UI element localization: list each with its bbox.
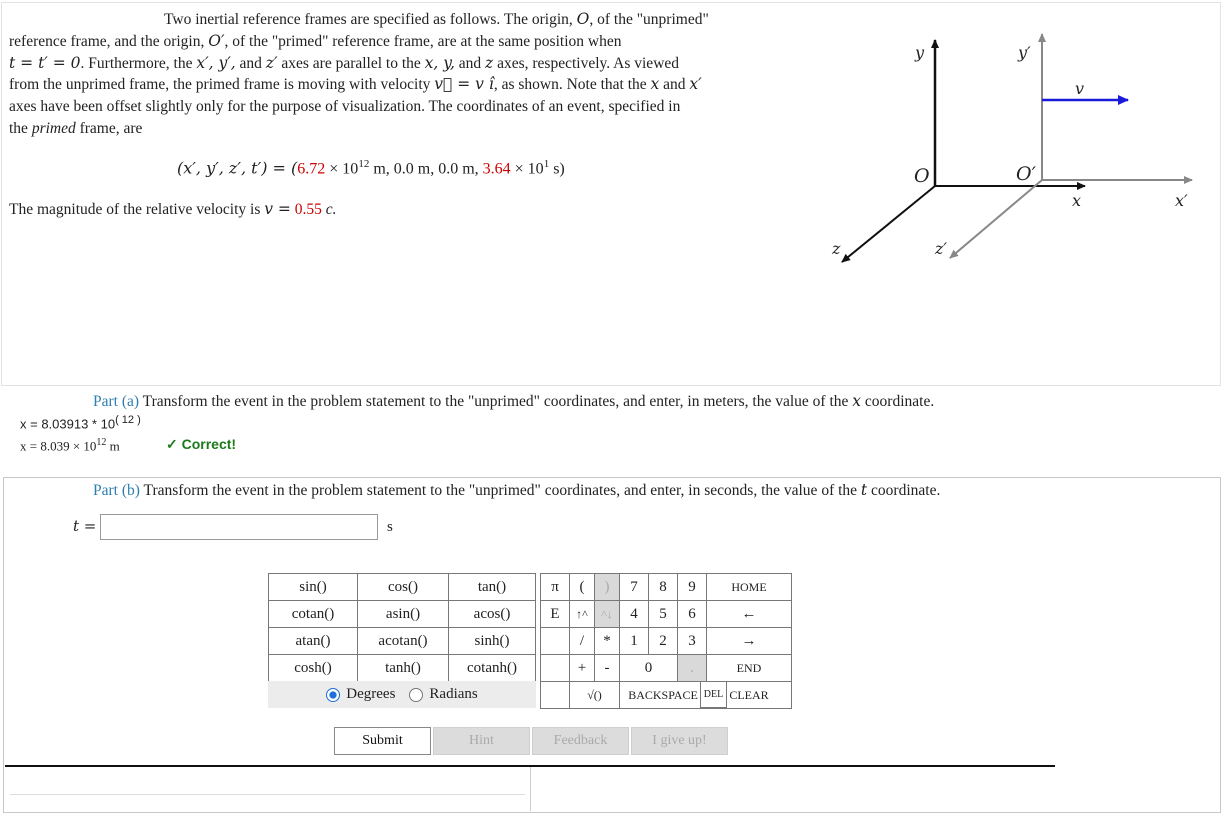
part-a-formatted-answer bbox=[20, 437, 120, 454]
key-4[interactable]: 4 bbox=[620, 601, 649, 628]
key-home[interactable]: HOME bbox=[707, 574, 792, 601]
math-var: x′, y′, bbox=[196, 53, 236, 72]
part-b-label: Part (b) bbox=[93, 482, 140, 499]
math-var: z bbox=[485, 53, 494, 72]
key-sqrt[interactable]: √() bbox=[570, 682, 620, 709]
fmt-answer: x = 8.039 × 10 bbox=[20, 438, 97, 454]
problem-line: and bbox=[663, 76, 686, 94]
label-zprime: z′ bbox=[935, 239, 948, 258]
key-atan[interactable]: atan() bbox=[269, 628, 358, 655]
t-answer-input[interactable] bbox=[100, 514, 378, 540]
t-unit: s bbox=[387, 519, 393, 535]
label-z: z bbox=[832, 239, 841, 258]
key-down[interactable]: ^↓ bbox=[595, 601, 620, 628]
key-minus[interactable]: - bbox=[595, 655, 620, 682]
problem-line: frame, are bbox=[79, 119, 143, 137]
key-clear[interactable]: CLEAR bbox=[707, 682, 792, 709]
key-E[interactable]: E bbox=[541, 601, 570, 628]
degrees-radio[interactable] bbox=[326, 688, 340, 702]
feedback-panel-left bbox=[5, 767, 531, 811]
relvel-var: v = bbox=[264, 200, 291, 218]
problem-line: , as shown. Note that the bbox=[493, 76, 647, 94]
problem-line: and bbox=[239, 54, 262, 72]
key-acos[interactable]: acos() bbox=[449, 601, 536, 628]
key-5[interactable]: 5 bbox=[649, 601, 678, 628]
radians-label: Radians bbox=[429, 686, 478, 702]
problem-line: axes are parallel to the bbox=[281, 54, 421, 72]
problem-line: axes, respectively. As viewed bbox=[497, 54, 680, 72]
label-O: O bbox=[914, 165, 930, 187]
raw-answer-exp: ( 12 ) bbox=[115, 414, 141, 426]
relvel-unit: c. bbox=[325, 201, 337, 218]
key-sin[interactable]: sin() bbox=[269, 574, 358, 601]
key-end[interactable]: END bbox=[707, 655, 792, 682]
key-tanh[interactable]: tanh() bbox=[358, 655, 449, 682]
key-blank-a bbox=[541, 628, 570, 655]
give-up-button[interactable]: I give up! bbox=[631, 727, 728, 755]
part-b-question bbox=[93, 480, 940, 502]
math-var: O bbox=[576, 10, 590, 28]
key-slash[interactable]: / bbox=[570, 628, 595, 655]
key-lparen[interactable]: ( bbox=[570, 574, 595, 601]
raw-answer: x = 8.03913 * 10 bbox=[20, 416, 116, 432]
relvel-value: 0.55 bbox=[294, 201, 322, 218]
problem-line: primed bbox=[31, 119, 76, 137]
label-Oprime: O′ bbox=[1016, 163, 1036, 185]
x-value: 6.72 bbox=[297, 160, 326, 178]
key-6[interactable]: 6 bbox=[678, 601, 707, 628]
times-ten: × 10 bbox=[514, 160, 544, 178]
t-value: 3.64 bbox=[482, 160, 511, 178]
relvel-text: The magnitude of the relative velocity is bbox=[9, 201, 261, 218]
relative-velocity bbox=[9, 199, 337, 221]
problem-line: Two inertial reference frames are specified as follows. The origin, bbox=[164, 11, 573, 28]
part-b-var: t bbox=[860, 481, 868, 499]
part-a-text: Transform the event in the problem statement to the "unprimed" coordinates, and enter, in meters, the value of the bbox=[142, 393, 849, 410]
part-a-label: Part (a) bbox=[93, 393, 140, 410]
problem-line: , of the "primed" reference frame, are at the same position when bbox=[224, 32, 622, 50]
part-a-raw-answer bbox=[20, 414, 141, 431]
key-cotanh[interactable]: cotanh() bbox=[449, 655, 536, 682]
key-rparen[interactable]: ) bbox=[595, 574, 620, 601]
key-dot[interactable]: . bbox=[678, 655, 707, 682]
key-cos[interactable]: cos() bbox=[358, 574, 449, 601]
key-left[interactable]: ← bbox=[707, 601, 792, 628]
key-9[interactable]: 9 bbox=[678, 574, 707, 601]
part-b-text-end: coordinate. bbox=[871, 482, 941, 499]
hint-button[interactable]: Hint bbox=[433, 727, 530, 755]
times-ten: × 10 bbox=[329, 160, 359, 178]
key-cotan[interactable]: cotan() bbox=[269, 601, 358, 628]
fmt-answer-exp: 12 bbox=[96, 437, 107, 448]
coords-end: s) bbox=[553, 160, 565, 178]
feedback-button[interactable]: Feedback bbox=[532, 727, 629, 755]
key-star[interactable]: * bbox=[595, 628, 620, 655]
problem-line: the bbox=[9, 119, 28, 137]
part-a-text-end: coordinate. bbox=[864, 393, 935, 410]
angle-mode bbox=[268, 681, 536, 708]
x-exponent: 12 bbox=[358, 158, 370, 170]
key-pi[interactable]: π bbox=[541, 574, 570, 601]
label-yprime: y′ bbox=[1018, 43, 1031, 62]
part-a-question bbox=[93, 391, 934, 413]
key-tan[interactable]: tan() bbox=[449, 574, 536, 601]
problem-line: from the unprimed frame, the primed frame is moving with velocity bbox=[9, 76, 431, 94]
math-var: z′ bbox=[265, 53, 278, 72]
label-xprime: x′ bbox=[1175, 191, 1188, 210]
fmt-answer-unit: m bbox=[109, 438, 120, 454]
math-var: x′ bbox=[689, 75, 702, 94]
problem-line: and bbox=[458, 54, 482, 72]
degrees-label: Degrees bbox=[346, 686, 396, 702]
problem-line: , of the "unprimed" bbox=[589, 11, 709, 28]
event-coordinates bbox=[177, 158, 565, 178]
math-var: x bbox=[650, 75, 660, 94]
part-a-var: x bbox=[852, 392, 862, 410]
key-up[interactable]: ↑^ bbox=[570, 601, 595, 628]
key-blank-b bbox=[541, 655, 570, 682]
digit-keypad bbox=[540, 573, 792, 709]
math-var: O′ bbox=[208, 31, 225, 50]
problem-line: axes have been offset slightly only for the purpose of visualization. The coordinates of an event, specified in bbox=[9, 98, 681, 116]
submit-button[interactable]: Submit bbox=[334, 727, 431, 755]
coords-mid: m, 0.0 m, 0.0 m, bbox=[373, 160, 479, 178]
key-1[interactable]: 1 bbox=[620, 628, 649, 655]
reference-frames-diagram bbox=[820, 20, 1210, 270]
t-exponent: 1 bbox=[543, 158, 550, 170]
math-expr: v⃗ = v î bbox=[434, 75, 494, 94]
z-axis bbox=[842, 186, 935, 262]
key-7[interactable]: 7 bbox=[620, 574, 649, 601]
label-v: v bbox=[1075, 79, 1085, 98]
key-cosh[interactable]: cosh() bbox=[269, 655, 358, 682]
key-plus[interactable]: + bbox=[570, 655, 595, 682]
key-0[interactable]: 0 bbox=[620, 655, 678, 682]
math-expr: t = t′ = 0 bbox=[9, 53, 81, 72]
label-y: y bbox=[915, 43, 925, 62]
key-right[interactable]: → bbox=[707, 628, 792, 655]
radians-radio[interactable] bbox=[409, 688, 423, 702]
key-blank-c bbox=[541, 682, 570, 709]
key-acotan[interactable]: acotan() bbox=[358, 628, 449, 655]
correct-badge: ✓ Correct! bbox=[166, 436, 237, 452]
part-b-text: Transform the event in the problem statement to the "unprimed" coordinates, and enter, in seconds, the value of the bbox=[143, 482, 858, 499]
label-x: x bbox=[1072, 191, 1082, 210]
feedback-panel-rule bbox=[10, 794, 525, 795]
key-2[interactable]: 2 bbox=[649, 628, 678, 655]
problem-line: reference frame, and the origin, bbox=[9, 32, 205, 50]
t-input-label: t = bbox=[73, 517, 97, 535]
key-3[interactable]: 3 bbox=[678, 628, 707, 655]
problem-statement bbox=[9, 9, 809, 140]
coords-lhs: (x′, y′, z′, t′) = ( bbox=[177, 158, 298, 178]
key-asin[interactable]: asin() bbox=[358, 601, 449, 628]
function-keypad bbox=[268, 573, 536, 682]
key-8[interactable]: 8 bbox=[649, 574, 678, 601]
problem-line: . Furthermore, the bbox=[80, 54, 193, 72]
key-sinh[interactable]: sinh() bbox=[449, 628, 536, 655]
key-backspace[interactable]: BACKSPACE bbox=[620, 682, 707, 709]
zprime-axis bbox=[950, 180, 1042, 258]
math-var: x, y, bbox=[424, 53, 455, 72]
key-del[interactable]: DEL bbox=[700, 681, 727, 708]
